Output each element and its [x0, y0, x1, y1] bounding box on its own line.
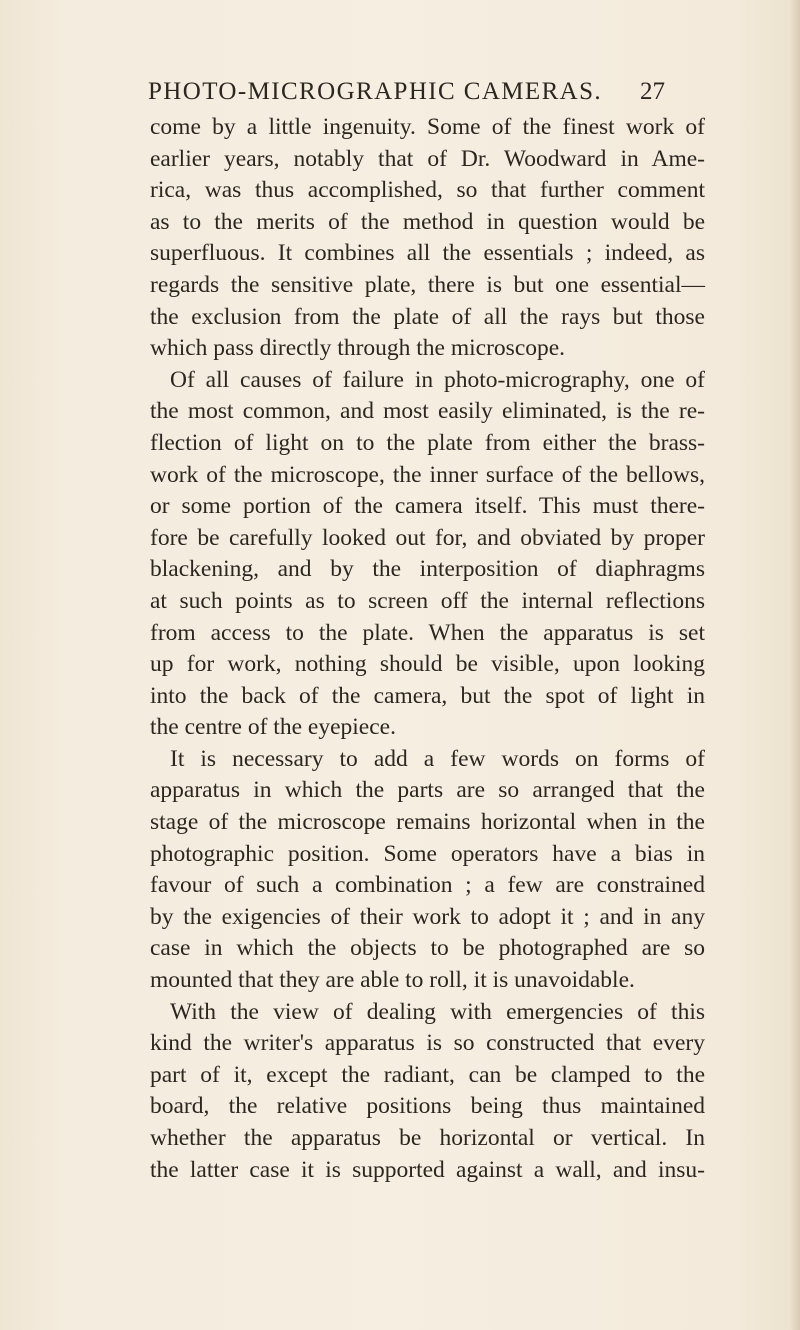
- text-line: fore be carefully looked out for, and obviated by proper: [150, 524, 705, 551]
- text-line: work of the microscope, the inner surface of the bellows,: [150, 461, 705, 488]
- text-line: kind the writer's apparatus is so constructed that every: [150, 1030, 705, 1057]
- text-line: as to the merits of the method in question would be: [150, 208, 705, 235]
- text-line: the most common, and most easily eliminated, is the re-: [150, 398, 705, 425]
- text-line: the exclusion from the plate of all the rays but those: [150, 303, 705, 330]
- page-number: 27: [640, 78, 665, 105]
- page-edge-shadow: [790, 0, 800, 1330]
- running-head: [0, 74, 800, 110]
- text-line: Of all causes of failure in photo-micrography, one of: [170, 366, 705, 393]
- text-line: the latter case it is supported against a wall, and insu-: [150, 1156, 705, 1183]
- text-line: come by a little ingenuity. Some of the finest work of: [150, 114, 705, 140]
- text-line: from access to the plate. When the apparatus is set: [150, 619, 705, 646]
- text-line: earlier years, notably that of Dr. Woodward in Ame-: [150, 145, 705, 172]
- text-line: photographic position. Some operators have a bias in: [150, 840, 705, 867]
- text-line: which pass directly through the microscope.: [150, 335, 566, 362]
- text-line: blackening, and by the interposition of diaphragms: [150, 556, 705, 583]
- text-line: case in which the objects to be photographed are so: [150, 935, 705, 962]
- text-line: into the back of the camera, but the spot of light in: [150, 682, 705, 709]
- text-line: at such points as to screen off the internal reflections: [150, 587, 705, 614]
- text-line: It is necessary to add a few words on forms of: [170, 745, 705, 772]
- text-line: up for work, nothing should be visible, upon looking: [150, 651, 705, 678]
- header-title: PHOTO-MICROGRAPHIC CAMERAS.: [148, 78, 603, 105]
- text-line: With the view of dealing with emergencies of this: [170, 998, 705, 1025]
- text-line: apparatus in which the parts are so arranged that the: [150, 777, 705, 804]
- text-line: regards the sensitive plate, there is but one essential—: [150, 271, 705, 298]
- text-line: mounted that they are able to roll, it is unavoidable.: [150, 967, 635, 994]
- text-line: by the exigencies of their work to adopt it ; and in any: [150, 903, 705, 930]
- text-line: superfluous. It combines all the essentials ; indeed, as: [150, 240, 705, 267]
- text-line: flection of light on to the plate from either the brass-: [150, 429, 705, 456]
- text-line: whether the apparatus be horizontal or vertical. In: [150, 1125, 705, 1151]
- text-line: board, the relative positions being thus maintained: [150, 1093, 705, 1120]
- text-line: part of it, except the radiant, can be clamped to the: [150, 1061, 705, 1088]
- text-line: stage of the microscope remains horizontal when in the: [150, 809, 705, 836]
- text-line: or some portion of the camera itself. This must there-: [150, 493, 705, 520]
- body-text: [150, 112, 705, 1186]
- text-line: rica, was thus accomplished, so that further comment: [150, 177, 705, 204]
- text-line: the centre of the eyepiece.: [150, 714, 396, 741]
- text-line: favour of such a combination ; a few are constrained: [150, 872, 705, 899]
